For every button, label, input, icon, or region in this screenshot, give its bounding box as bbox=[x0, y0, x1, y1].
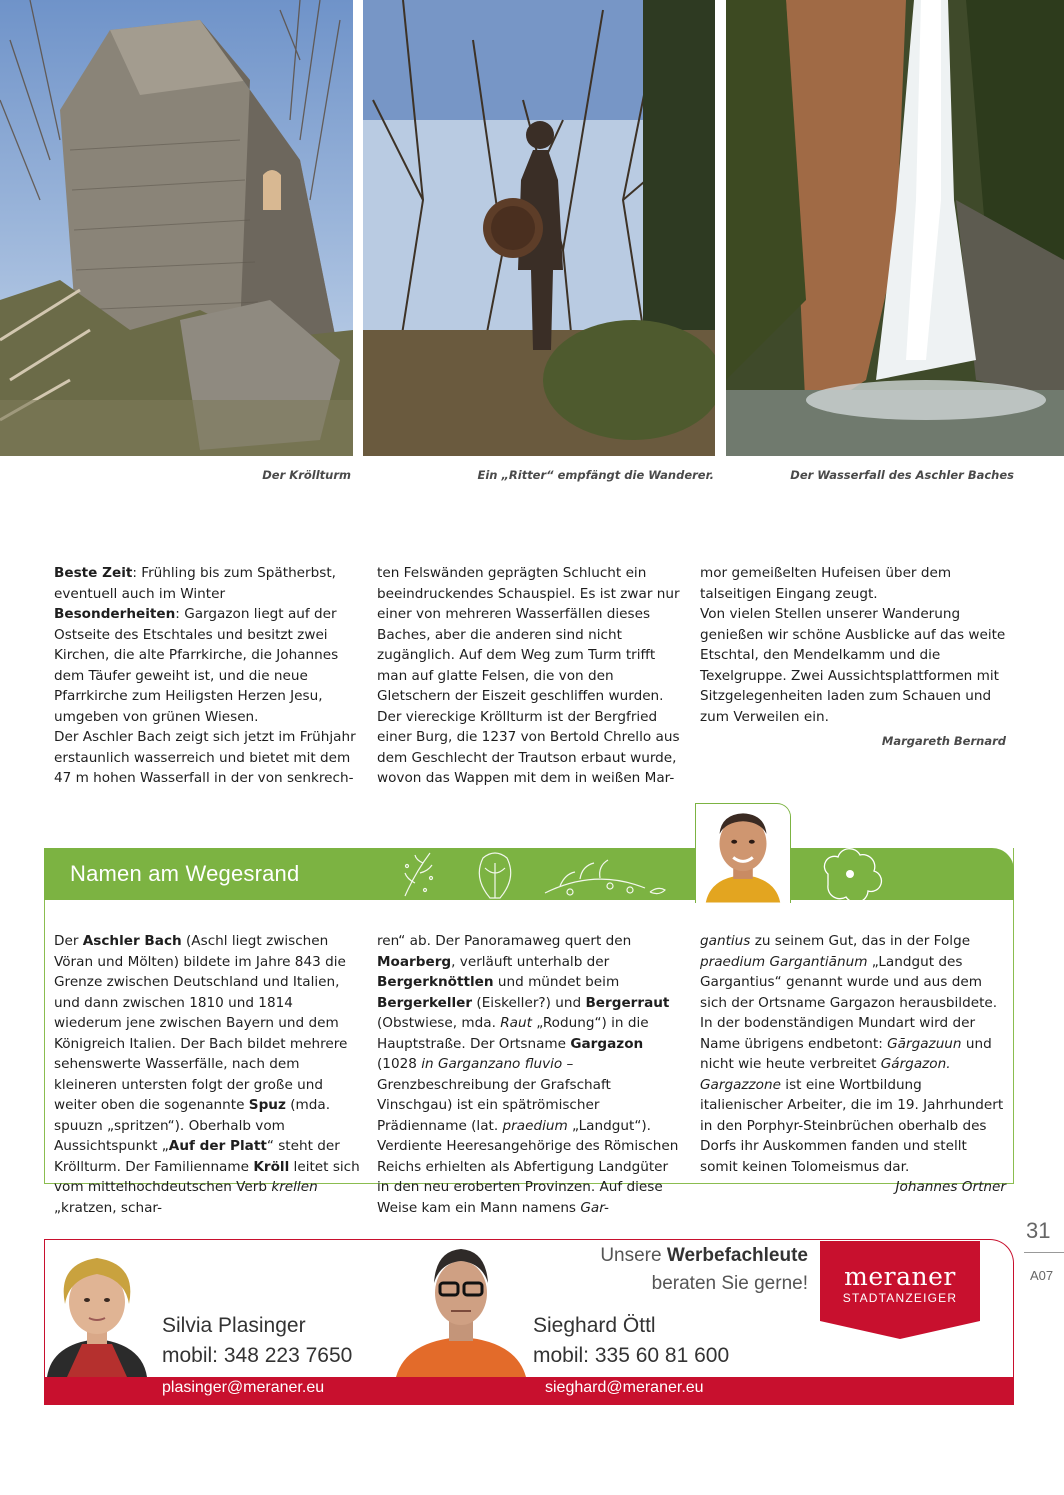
text: (1028 bbox=[377, 1056, 422, 1072]
paragraph: Von vielen Stellen unserer Wanderung genießen wir schöne Ausblicke auf das weite Etschtal, den Mendelkamm und die Texelgruppe. Zwei Aussichtsplattformen mit Sitzgelegenheiten laden zum Schauen und zum Verweilen ein. bbox=[700, 606, 1006, 725]
text: (mda. spuuzn „spritzen“). Oberhalb vom Aussichtspunkt „ bbox=[54, 1097, 331, 1154]
photo-caption: Der Wasserfall des Aschler Baches bbox=[790, 468, 1014, 482]
text: „Rodung“) in die Hauptstraße. Der Ortsname bbox=[377, 1015, 649, 1052]
term-latin: in Garganzano fluvio bbox=[421, 1056, 563, 1072]
label-besonderheiten: Besonderheiten bbox=[54, 606, 176, 622]
term-spuz: Spuz bbox=[248, 1097, 286, 1113]
email-link[interactable]: plasinger@meraner.eu bbox=[162, 1379, 325, 1396]
term-gargantius: Gar- bbox=[580, 1199, 609, 1216]
slogan-text: Unsere bbox=[600, 1245, 667, 1266]
term-gargantius: gantius bbox=[700, 933, 751, 949]
photo-wasserfall bbox=[726, 0, 1064, 456]
paragraph: mor gemeißelten Hufeisen über dem talseitigen Eingang zeugt. bbox=[700, 565, 952, 602]
term-krellen: krellen bbox=[271, 1179, 318, 1195]
text: Der bbox=[54, 933, 83, 949]
term-praedium: praedium bbox=[502, 1117, 568, 1134]
term-moarberg: Moarberg bbox=[377, 953, 452, 970]
term-gargazon: Gargazon bbox=[570, 1035, 644, 1052]
namen-title: Namen am Wegesrand bbox=[70, 861, 300, 886]
contact-sieghard bbox=[533, 1311, 729, 1371]
term-aschler-bach: Aschler Bach bbox=[82, 933, 182, 949]
photo-caption: Der Kröllturm bbox=[262, 468, 351, 482]
text: (Obstwiese, mda. bbox=[377, 1015, 501, 1031]
term-gargazuun: Gārgazuun bbox=[887, 1035, 962, 1052]
namen-column-2 bbox=[377, 931, 683, 1218]
slogan-line-2: beraten Sie gerne! bbox=[651, 1273, 808, 1294]
contact-phone[interactable]: mobil: 335 60 81 600 bbox=[533, 1344, 730, 1367]
photo-caption: Ein „Ritter“ empfängt die Wanderer. bbox=[477, 468, 714, 482]
photo-kroellturm bbox=[0, 0, 353, 456]
article-author: Margareth Bernard bbox=[881, 734, 1006, 748]
term-auf-der-platt: Auf der Platt bbox=[168, 1138, 267, 1154]
namen-author: Johannes Ortner bbox=[895, 1179, 1006, 1195]
page-number: 31 bbox=[1026, 1218, 1051, 1243]
text: (Eiskeller?) und bbox=[472, 994, 586, 1011]
text: „kratzen, schar- bbox=[54, 1199, 163, 1216]
contact-silvia bbox=[162, 1311, 352, 1371]
term-bergerknoettlen: Bergerknöttlen bbox=[377, 974, 494, 990]
namen-column-3 bbox=[700, 931, 1006, 1198]
email-link[interactable]: sieghard@meraner.eu bbox=[545, 1379, 704, 1396]
photo-ritter bbox=[363, 0, 715, 456]
article-column-3 bbox=[700, 563, 1006, 752]
contact-phone[interactable]: mobil: 348 223 7650 bbox=[162, 1344, 353, 1367]
text: , verläuft unterhalb der bbox=[451, 953, 610, 970]
text: – Grenzbeschreibung der Grafschaft Vinschgau) ist ein spätrömischer Prädienname (lat. bbox=[377, 1056, 611, 1134]
text: „Landgut“). Verdiente Heeresangehörige des Römischen Reichs erhielten als Abfertigung Landgüter in den neu eroberten Provinzen. Auf diese Weise kam ein Mann namens bbox=[377, 1117, 679, 1216]
ad-slogan bbox=[560, 1242, 808, 1298]
logo-wordmark: meraner bbox=[844, 1262, 956, 1291]
text: und mündet beim bbox=[493, 974, 620, 990]
term-raut: Raut bbox=[500, 1015, 532, 1031]
text: ren“ ab. Der Panoramaweg quert den bbox=[377, 933, 632, 949]
namen-column-1 bbox=[54, 931, 360, 1218]
article-column-1 bbox=[54, 563, 360, 789]
logo-subtitle: STADTANZEIGER bbox=[842, 1291, 958, 1305]
page-code: A07 bbox=[1030, 1268, 1054, 1283]
text: leitet sich vom mittelhochdeutschen Verb bbox=[54, 1158, 360, 1195]
text: “ steht der Kröllturm. Der Familienname bbox=[54, 1138, 340, 1175]
page-divider bbox=[1024, 1252, 1064, 1253]
floral-decoration-icon bbox=[395, 848, 695, 900]
text: : Frühling bis zum Spätherbst, eventuell auch im Winter bbox=[54, 565, 336, 602]
flower-decoration-icon bbox=[800, 848, 900, 900]
term-praedium-gargantianum: praedium Gargantiānum bbox=[700, 953, 868, 970]
text: „Landgut des Gargantius“ genannt wurde und aus dem sich der Ortsname Gargazon herausbildete. In der bodenständigen Mundart wird der Name übrigens endbetont: bbox=[700, 953, 998, 1052]
text: und nicht wie heute verbreitet bbox=[700, 1035, 992, 1072]
paragraph: Der Aschler Bach zeigt sich jetzt im Frühjahr erstaunlich wasserreich und bietet mit dem 47 m hohen Wasserfall in der von senkrech- bbox=[54, 729, 356, 786]
text: zu seinem Gut, das in der Folge bbox=[750, 933, 971, 949]
contact-name: Silvia Plasinger bbox=[162, 1314, 306, 1337]
text: (Aschl liegt zwischen Vöran und Mölten) bildete im Jahre 843 die Grenze zwischen Deutschland und Italien, und dann zwischen 1810 und 1814 wiederum jene zwischen Bayern und dem Königreich Italien. Der Bach bildet mehrere sehenswerte Wasserfälle, nach dem kleineren untersten folgt der große und weiter oben die sogenannte bbox=[54, 933, 348, 1113]
contact-name: Sieghard Öttl bbox=[533, 1314, 656, 1337]
term-bergerkeller: Bergerkeller bbox=[377, 994, 473, 1011]
paragraph: Der viereckige Kröllturm ist der Bergfried einer Burg, die 1237 von Bertold Chrello aus dem Geschlecht der Trautson erbaut wurde, wovon das Wappen mit dem in weißen Mar- bbox=[377, 708, 680, 786]
author-portrait bbox=[695, 803, 791, 903]
term-kroell: Kröll bbox=[253, 1158, 290, 1175]
slogan-bold: Werbefachleute bbox=[666, 1245, 808, 1266]
article-column-2 bbox=[377, 563, 681, 789]
term-bergerraut: Bergerraut bbox=[585, 994, 670, 1011]
photo-silvia-plasinger bbox=[47, 1244, 147, 1377]
text: : Gargazon liegt auf der Ostseite des Etschtales und besitzt zwei Kirchen, die alte Pfarrkirche, die Johannes dem Täufer geweiht ist, und die neue Pfarrkirche zum Heiligsten Herzen Jesu, umgeben von grünen Wiesen. bbox=[54, 606, 339, 725]
text: ist eine Wortbildung italienischer Arbeiter, die im 19. Jahrhundert in den Porphyr-Steinbrüchen oberhalb des Dorfs ihr Auskommen fanden und stellt somit keinen Tolomeismus dar. bbox=[700, 1076, 1004, 1175]
label-beste-zeit: Beste Zeit bbox=[54, 565, 133, 581]
term-gargazone: Gárgazon. Gargazzone bbox=[700, 1056, 951, 1093]
photo-sieghard-oettl bbox=[396, 1243, 526, 1377]
paragraph: ten Felswänden geprägten Schlucht ein beeindruckendes Schauspiel. Es ist zwar nur einer von mehreren Wasserfällen dieses Baches, aber die anderen sind nicht zugänglich. Auf dem Weg zum Turm trifft man auf glatte Felsen, die von den Gletschern der Eiszeit geschliffen wurden. bbox=[377, 565, 680, 704]
